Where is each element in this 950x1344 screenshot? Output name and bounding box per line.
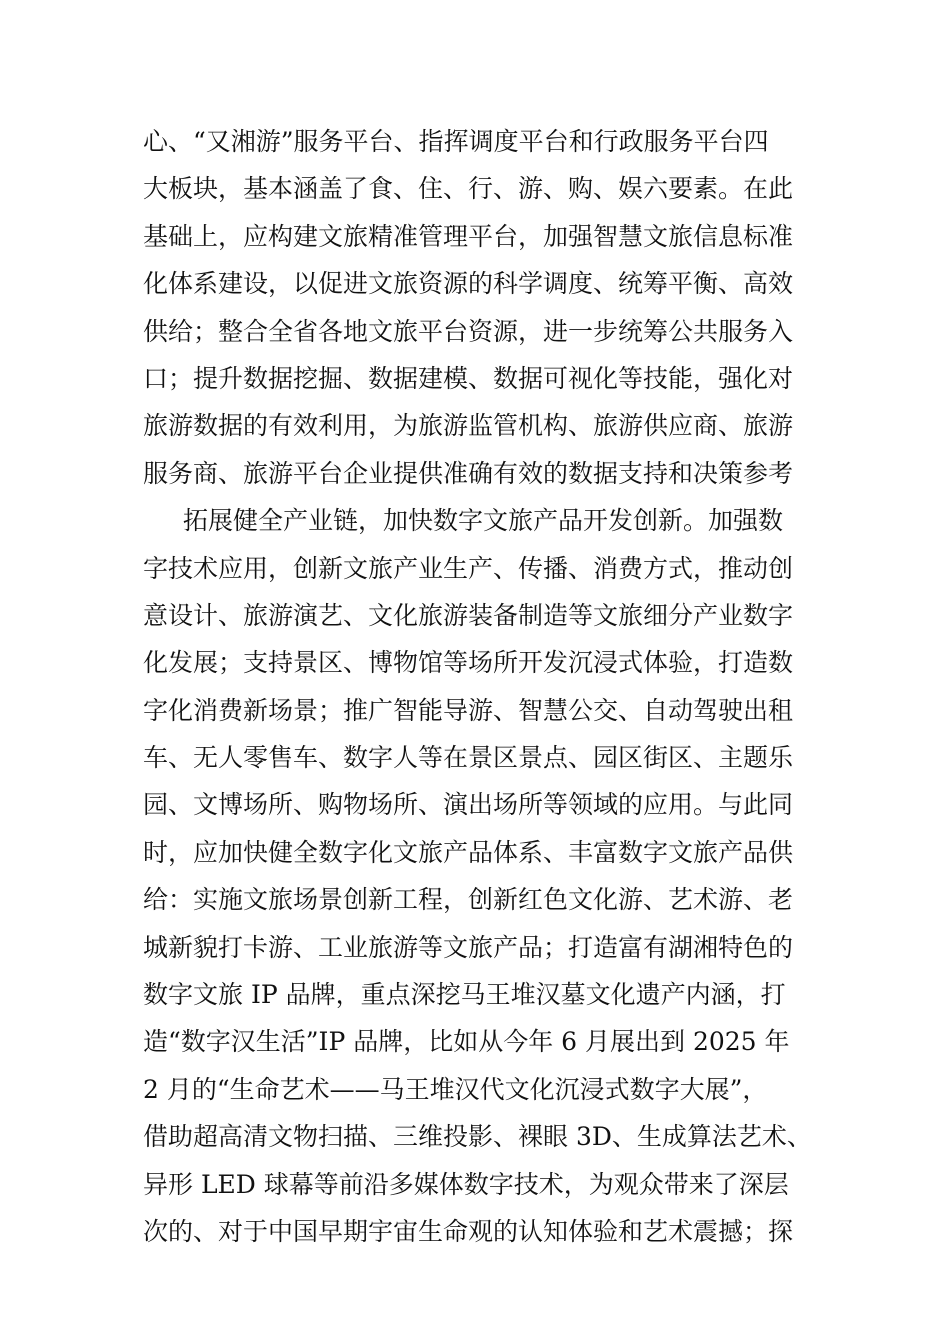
text-line: 车、无人零售车、数字人等在景区景点、园区街区、主题乐 bbox=[143, 743, 794, 773]
text-line: 大板块，基本涵盖了食、住、行、游、购、娱六要素。在此 bbox=[143, 174, 794, 204]
paragraph-1 bbox=[143, 118, 823, 497]
text-line: 时，应加快健全数字化文旅产品体系、丰富数字文旅产品供 bbox=[143, 837, 794, 867]
text-line: 意设计、旅游演艺、文化旅游装备制造等文旅细分产业数字 bbox=[143, 600, 794, 630]
text-line: 心、“又湘游”服务平台、指挥调度平台和行政服务平台四 bbox=[143, 127, 769, 156]
text-line: 2 月的“生命艺术——马王堆汉代文化沉浸式数字大展”， bbox=[143, 1074, 768, 1104]
text-line: 基础上，应构建文旅精准管理平台，加强智慧文旅信息标准 bbox=[143, 221, 794, 251]
body-text bbox=[143, 118, 823, 1255]
text-line: 字技术应用，创新文旅产业生产、传播、消费方式，推动创 bbox=[143, 553, 794, 583]
text-line-indented: 拓展健全产业链，加快数字文旅产品开发创新。加强数 bbox=[183, 506, 784, 536]
text-line: 化体系建设，以促进文旅资源的科学调度、统筹平衡、高效 bbox=[143, 269, 794, 299]
text-line: 城新貌打卡游、工业旅游等文旅产品；打造富有湖湘特色的 bbox=[143, 932, 794, 962]
text-line: 园、文博场所、购物场所、演出场所等领域的应用。与此同 bbox=[143, 790, 794, 820]
text-line: 次的、对于中国早期宇宙生命观的认知体验和艺术震撼；探 bbox=[143, 1216, 794, 1246]
text-line: 给：实施文旅场景创新工程，创新红色文化游、艺术游、老 bbox=[143, 885, 794, 915]
text-line: 口；提升数据挖掘、数据建模、数据可视化等技能，强化对 bbox=[143, 363, 794, 393]
text-line: 造“数字汉生活”IP 品牌，比如从今年 6 月展出到 2025 年 bbox=[143, 1027, 790, 1057]
text-line: 服务商、旅游平台企业提供准确有效的数据支持和决策参考 bbox=[143, 458, 794, 488]
text-line: 借助超高清文物扫描、三维投影、裸眼 3D、生成算法艺术、 bbox=[143, 1122, 812, 1152]
text-line: 旅游数据的有效利用，为旅游监管机构、旅游供应商、旅游 bbox=[143, 411, 794, 441]
text-line: 供给；整合全省各地文旅平台资源，进一步统筹公共服务入 bbox=[143, 316, 794, 346]
text-line: 数字文旅 IP 品牌，重点深挖马王堆汉墓文化遗产内涵，打 bbox=[143, 980, 786, 1010]
text-line: 异形 LED 球幕等前沿多媒体数字技术，为观众带来了深层 bbox=[143, 1169, 789, 1199]
text-line: 化发展；支持景区、博物馆等场所开发沉浸式体验，打造数 bbox=[143, 648, 794, 678]
paragraph-2 bbox=[143, 497, 823, 1255]
text-line: 字化消费新场景；推广智能导游、智慧公交、自动驾驶出租 bbox=[143, 695, 794, 725]
